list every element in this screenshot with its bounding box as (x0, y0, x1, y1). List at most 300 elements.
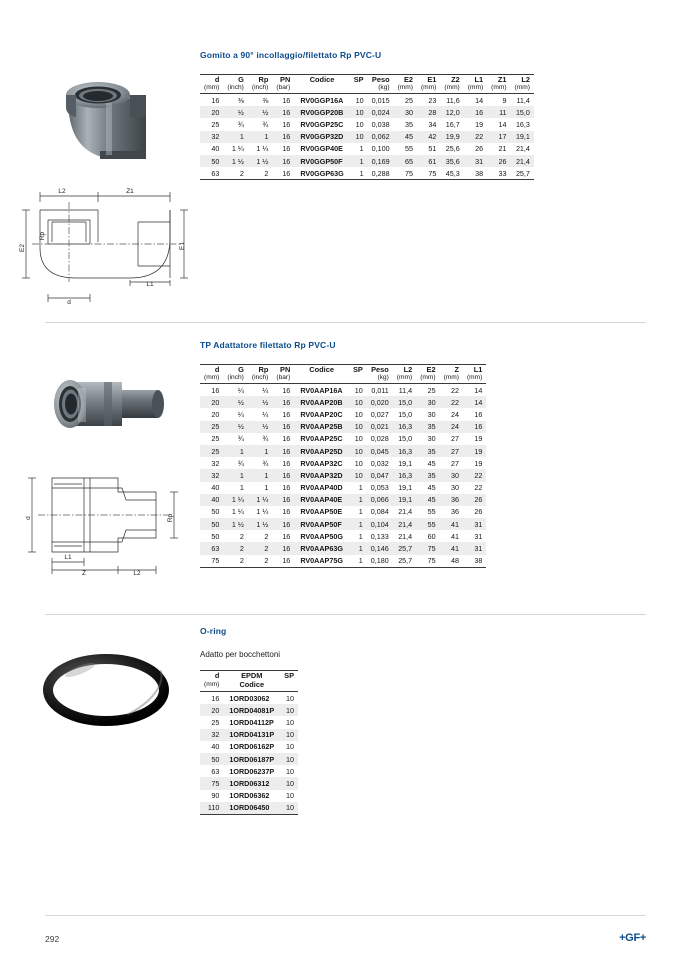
cell-d: 32 (211, 458, 220, 468)
cell-PN: 16 (282, 119, 291, 129)
cell-Rp: ¾ (262, 458, 269, 468)
cell-E2: 35 (416, 469, 439, 481)
cell-E2: 75 (427, 556, 436, 566)
cell-PN: 16 (282, 531, 291, 541)
divider-2 (45, 614, 646, 615)
cell-E2: 45 (427, 483, 436, 493)
cell-d: 20 (200, 704, 223, 716)
cell-SP: 10 (286, 717, 294, 727)
cell-SP: 1 (359, 144, 364, 154)
cell-L1: 31 (464, 155, 487, 167)
cell-d: 63 (200, 542, 223, 554)
cell-d: 50 (211, 531, 220, 541)
cell-PN: 16 (282, 385, 291, 395)
cell-d: 32 (200, 729, 223, 741)
unit-G: (inch) (227, 374, 244, 381)
cell-PN: 16 (282, 483, 291, 493)
cell-codice: 1ORD06162P (229, 742, 275, 752)
cell-E2: 35 (404, 119, 413, 129)
cell-L2: 19,1 (398, 458, 413, 468)
col-L1: L1 (473, 365, 483, 374)
cell-E2: 75 (404, 168, 413, 178)
cell-L2: 25,7 (515, 168, 530, 178)
cell-G: ¾ (237, 434, 244, 444)
col-PN: PN (280, 365, 291, 374)
col-codice: Codice (309, 75, 335, 84)
table-row (200, 131, 534, 143)
cell-codice: RV0GGP50F (294, 155, 349, 167)
cell-G: 2 (239, 531, 244, 541)
cell-Rp: 1 (248, 131, 273, 143)
cell-Z: 30 (450, 483, 459, 493)
cell-PN: 16 (272, 106, 294, 118)
col-Rp: Rp (258, 75, 269, 84)
adapter-table-wrap (200, 364, 486, 568)
cell-SP: 10 (355, 95, 364, 105)
cell-G: 1 (223, 469, 248, 481)
cell-L2: 15,0 (511, 106, 534, 118)
cell-L1: 14 (463, 396, 486, 408)
table-row (200, 433, 486, 445)
cell-Z: 41 (450, 531, 459, 541)
table-unit-row (200, 680, 298, 692)
cell-d: 20 (200, 396, 223, 408)
dim-label-Rp: Rp (167, 513, 174, 523)
col-SP: SP (352, 365, 363, 374)
cell-SP: 10 (286, 742, 294, 752)
col-G: G (238, 75, 244, 84)
cell-SP: 10 (280, 753, 298, 765)
cell-L2: 16,3 (393, 445, 416, 457)
cell-codice: 1ORD06237P (229, 766, 275, 776)
cell-PN: 16 (272, 421, 294, 433)
cell-Z1: 11 (487, 106, 510, 118)
unit-Z1: (mm) (491, 84, 507, 91)
unit-Rp: (inch) (251, 374, 269, 381)
dim-label-d: d (25, 516, 32, 520)
cell-E2: 60 (427, 531, 436, 541)
cell-L1: 22 (474, 483, 483, 493)
unit-PN: (bar) (276, 374, 291, 381)
unit-d: (mm) (204, 681, 220, 688)
unit-E2: (mm) (420, 374, 436, 381)
cell-d: 16 (211, 95, 220, 105)
cell-codice: RV0GGP25C (300, 119, 344, 129)
cell-G: 1 (239, 483, 244, 493)
cell-L2: 19,1 (511, 131, 534, 143)
col-Z: Z (454, 365, 459, 374)
unit-Z2: (mm) (444, 84, 460, 91)
cell-Rp: ½ (248, 421, 273, 433)
cell-d: 25 (200, 445, 223, 457)
cell-E1: 28 (417, 106, 440, 118)
section-title-elbow: Gomito a 90° incollaggio/filettato Rp PVC-U (200, 50, 382, 60)
elbow-90-photo (46, 55, 166, 165)
unit-L2: (mm) (396, 374, 413, 381)
cell-Rp: ½ (248, 396, 273, 408)
unit-E2: (mm) (397, 84, 413, 91)
cell-L2: 11,4 (516, 95, 530, 105)
unit-L1: (mm) (467, 84, 484, 91)
cell-Rp: ¼ (262, 409, 269, 419)
cell-codice: 1ORD06450 (223, 802, 280, 815)
dim-label-L1: L1 (146, 281, 154, 288)
cell-Peso: 0,104 (367, 518, 393, 530)
cell-codice: RV0AAP20B (294, 396, 349, 408)
cell-codice: RV0AAP75G (300, 556, 343, 566)
cell-PN: 16 (272, 445, 294, 457)
cell-G: 2 (223, 542, 248, 554)
adapter-spec-table (200, 364, 486, 568)
cell-Peso: 0,100 (371, 144, 390, 154)
cell-d: 16 (211, 693, 220, 703)
unit-G: (inch) (227, 84, 244, 91)
dim-label-Rp: Rp (39, 231, 46, 241)
cell-PN: 16 (282, 556, 291, 566)
cell-SP: 10 (354, 409, 363, 419)
cell-E1: 34 (428, 119, 437, 129)
cell-PN: 16 (272, 494, 294, 506)
unit-peso: (kg) (378, 84, 390, 91)
cell-Z: 27 (440, 445, 463, 457)
table-row (200, 118, 534, 130)
table-row (200, 106, 534, 118)
col-E2: E2 (426, 365, 436, 374)
cell-SP: 1 (349, 494, 367, 506)
cell-d: 75 (200, 777, 223, 789)
cell-Z: 36 (450, 507, 459, 517)
cell-L1: 14 (474, 385, 483, 395)
cell-PN: 16 (272, 155, 294, 167)
cell-d: 40 (200, 494, 223, 506)
cell-G: ¼ (237, 409, 244, 419)
cell-L1: 31 (474, 531, 483, 541)
col-d: d (214, 75, 220, 84)
cell-Rp: ⅜ (262, 95, 269, 105)
cell-Z: 36 (440, 494, 463, 506)
cell-L1: 19 (463, 445, 486, 457)
cell-E1: 42 (417, 131, 440, 143)
cell-Peso: 0,047 (367, 469, 393, 481)
table-row (200, 518, 486, 530)
table-row (200, 704, 298, 716)
col-peso: Peso (371, 75, 390, 84)
cell-d: 40 (211, 742, 220, 752)
col-Z2: Z2 (451, 75, 460, 84)
cell-E2: 55 (427, 507, 436, 517)
cell-PN: 16 (282, 458, 291, 468)
cell-PN: 16 (272, 518, 294, 530)
oring-photo (40, 654, 172, 726)
cell-codice: RV0GGP63G (300, 168, 344, 178)
table-row (200, 542, 486, 554)
cell-Peso: 0,038 (371, 119, 390, 129)
table-row (200, 457, 486, 469)
unit-epdm: Codice (239, 680, 265, 689)
cell-L2: 15,0 (398, 409, 413, 419)
col-Rp: Rp (258, 365, 269, 374)
cell-SP: 10 (349, 396, 367, 408)
cell-PN: 16 (272, 131, 294, 143)
cell-E2: 75 (416, 542, 439, 554)
table-header (200, 671, 298, 692)
cell-d: 40 (211, 483, 220, 493)
section-title-oring: O-ring (200, 626, 227, 636)
cell-L2: 21,4 (511, 155, 534, 167)
cell-PN: 16 (282, 144, 291, 154)
cell-codice: RV0AAP50E (300, 507, 343, 517)
elbow-table-body (200, 94, 534, 180)
cell-d: 40 (211, 144, 220, 154)
oring-table-wrap (200, 670, 298, 815)
cell-Peso: 0,015 (371, 95, 390, 105)
table-unit-row (200, 374, 486, 384)
cell-E2: 65 (394, 155, 417, 167)
cell-codice: RV0AAP50G (300, 531, 343, 541)
cell-Z: 30 (440, 469, 463, 481)
dim-label-L2: L2 (58, 188, 66, 195)
cell-PN: 16 (272, 396, 294, 408)
cell-L2: 19,1 (398, 483, 413, 493)
cell-Rp: 1 ½ (248, 155, 273, 167)
unit-SP (350, 84, 368, 94)
cell-L2: 21,4 (393, 518, 416, 530)
cell-L1: 31 (463, 542, 486, 554)
cell-Peso: 0,066 (367, 494, 393, 506)
cell-d: 25 (211, 119, 220, 129)
cell-Z: 22 (440, 396, 463, 408)
cell-Peso: 0,011 (371, 385, 389, 395)
col-L2: L2 (403, 365, 413, 374)
cell-Peso: 0,032 (370, 458, 389, 468)
cell-Peso: 0,180 (370, 556, 389, 566)
col-G: G (238, 365, 244, 374)
table-row (200, 482, 486, 494)
cell-Z: 24 (450, 409, 459, 419)
cell-L2: 21,4 (398, 507, 413, 517)
unit-Z: (mm) (443, 374, 459, 381)
cell-SP: 1 (349, 518, 367, 530)
table-row (200, 143, 534, 155)
unit-E1: (mm) (420, 84, 437, 91)
cell-Peso: 0,021 (367, 421, 393, 433)
table-row (200, 167, 534, 180)
cell-codice: RV0AAP25C (300, 434, 343, 444)
dim-label-E1: E1 (179, 242, 186, 250)
cell-E2: 45 (427, 458, 436, 468)
cell-SP: 1 (359, 168, 364, 178)
cell-SP: 10 (280, 802, 298, 815)
cell-E1: 23 (428, 95, 437, 105)
cell-Rp: 1 ¼ (248, 494, 273, 506)
cell-PN: 16 (272, 469, 294, 481)
unit-codice (294, 374, 349, 384)
cell-Peso: 0,020 (367, 396, 393, 408)
table-row (200, 469, 486, 481)
cell-d: 16 (211, 385, 220, 395)
elbow-table-wrap (200, 74, 534, 180)
cell-L2: 11,4 (398, 385, 413, 395)
cell-Rp: 2 (264, 531, 269, 541)
cell-d: 50 (211, 507, 220, 517)
cell-E2: 45 (394, 131, 417, 143)
cell-G: ½ (223, 396, 248, 408)
cell-codice: RV0AAP40E (294, 494, 349, 506)
col-epdm: EPDM (241, 671, 263, 680)
cell-codice: RV0GGP16A (300, 95, 344, 105)
cell-SP: 10 (286, 791, 294, 801)
cell-Z: 22 (450, 385, 459, 395)
cell-Peso: 0,288 (371, 168, 390, 178)
cell-Peso: 0,084 (370, 507, 389, 517)
cell-G: 2 (239, 556, 244, 566)
table-row (200, 765, 298, 777)
cell-L1: 26 (475, 144, 484, 154)
cell-SP: 1 (350, 155, 368, 167)
cell-d: 63 (211, 168, 220, 178)
table-header-row (200, 671, 298, 681)
table-row (200, 408, 486, 420)
unit-peso: (kg) (377, 374, 389, 381)
cell-Z: 48 (450, 556, 459, 566)
cell-SP: 10 (286, 693, 294, 703)
cell-codice: RV0AAP25B (294, 421, 349, 433)
cell-codice: RV0AAP16A (300, 385, 343, 395)
cell-L2: 19,1 (393, 494, 416, 506)
cell-SP: 10 (349, 445, 367, 457)
cell-SP: 10 (280, 704, 298, 716)
col-peso: Peso (371, 365, 389, 374)
cell-G: ⅜ (237, 95, 244, 105)
cell-Peso: 0,027 (370, 409, 389, 419)
unit-d: (mm) (204, 374, 220, 381)
cell-codice: RV0GGP32D (294, 131, 349, 143)
cell-SP: 1 (358, 556, 363, 566)
table-row (200, 802, 298, 815)
col-SP: SP (284, 671, 294, 680)
adapter-table-body (200, 384, 486, 568)
table-row (200, 790, 298, 802)
cell-Z2: 12,0 (440, 106, 463, 118)
cell-PN: 16 (282, 95, 291, 105)
table-row (200, 155, 534, 167)
cell-SP: 10 (355, 119, 364, 129)
dim-label-L2: L2 (133, 570, 141, 575)
cell-L2: 25,7 (398, 556, 413, 566)
cell-Rp: ¾ (262, 119, 269, 129)
cell-Rp: ¼ (262, 385, 269, 395)
oring-table-body (200, 692, 298, 815)
cell-L1: 38 (474, 556, 483, 566)
cell-L1: 38 (475, 168, 484, 178)
cell-G: 1 (223, 131, 248, 143)
cell-codice: RV0AAP32C (300, 458, 343, 468)
cell-L1: 26 (463, 494, 486, 506)
cell-codice: RV0GGP20B (294, 106, 349, 118)
unit-codice (294, 84, 349, 94)
cell-d: 25 (211, 434, 220, 444)
cell-Z1: 17 (487, 131, 510, 143)
unit-PN: (bar) (276, 84, 291, 91)
cell-PN: 16 (282, 409, 291, 419)
cell-SP: 10 (350, 131, 368, 143)
cell-E1: 75 (428, 168, 437, 178)
cell-d: 32 (200, 131, 223, 143)
cell-codice: RV0GGP40E (300, 144, 343, 154)
unit-L2: (mm) (514, 84, 530, 91)
cell-d: 20 (211, 409, 220, 419)
cell-SP: 10 (354, 458, 363, 468)
cell-codice: RV0AAP25D (294, 445, 349, 457)
cell-G: ¾ (237, 119, 244, 129)
table-header-row (200, 365, 486, 375)
table-row (200, 506, 486, 518)
cell-G: 1 ½ (223, 155, 248, 167)
cell-SP: 10 (354, 385, 363, 395)
cell-codice: 1ORD03062 (229, 693, 270, 703)
cell-d: 25 (200, 421, 223, 433)
table-header (200, 365, 486, 384)
cell-L2: 21,4 (515, 144, 530, 154)
cell-Z: 27 (450, 434, 459, 444)
table-header-row (200, 75, 534, 85)
cell-Z2: 35,6 (440, 155, 463, 167)
cell-d: 20 (200, 106, 223, 118)
cell-L1: 19 (475, 119, 484, 129)
table-row (200, 421, 486, 433)
col-d: d (214, 671, 220, 680)
cell-L2: 25,7 (393, 542, 416, 554)
cell-SP: 10 (354, 434, 363, 444)
cell-L2: 16,3 (393, 469, 416, 481)
cell-Rp: 2 (264, 556, 269, 566)
cell-Rp: 1 ¼ (256, 144, 269, 154)
cell-Z1: 26 (487, 155, 510, 167)
col-SP: SP (353, 75, 364, 84)
cell-E2: 25 (427, 385, 436, 395)
cell-PN: 16 (282, 168, 291, 178)
cell-Rp: ¾ (262, 434, 269, 444)
cell-Peso: 0,133 (370, 531, 389, 541)
cell-Z1: 33 (498, 168, 507, 178)
cell-d: 63 (211, 766, 220, 776)
cell-Rp: 1 (264, 483, 269, 493)
cell-codice: RV0AAP63G (294, 542, 349, 554)
adapter-drawing (22, 460, 187, 580)
cell-Z1: 21 (498, 144, 507, 154)
cell-Rp: 1 ½ (248, 518, 273, 530)
cell-G: ¾ (237, 458, 244, 468)
table-row (200, 445, 486, 457)
cell-E2: 25 (404, 95, 413, 105)
table-row (200, 729, 298, 741)
cell-codice: 1ORD04131P (223, 729, 280, 741)
cell-L1: 16 (474, 409, 483, 419)
elbow-90-drawing (18, 182, 193, 312)
cell-Z: 24 (440, 421, 463, 433)
cell-E2: 30 (427, 434, 436, 444)
footer-divider (45, 915, 646, 916)
cell-G: 1 ½ (223, 518, 248, 530)
cell-L2: 15,0 (393, 396, 416, 408)
col-PN: PN (280, 75, 291, 84)
adapter-photo (42, 348, 170, 444)
cell-Peso: 0,146 (367, 542, 393, 554)
cell-Z: 41 (440, 542, 463, 554)
dim-label-d: d (67, 299, 71, 306)
table-row (200, 494, 486, 506)
cell-SP: 1 (349, 542, 367, 554)
